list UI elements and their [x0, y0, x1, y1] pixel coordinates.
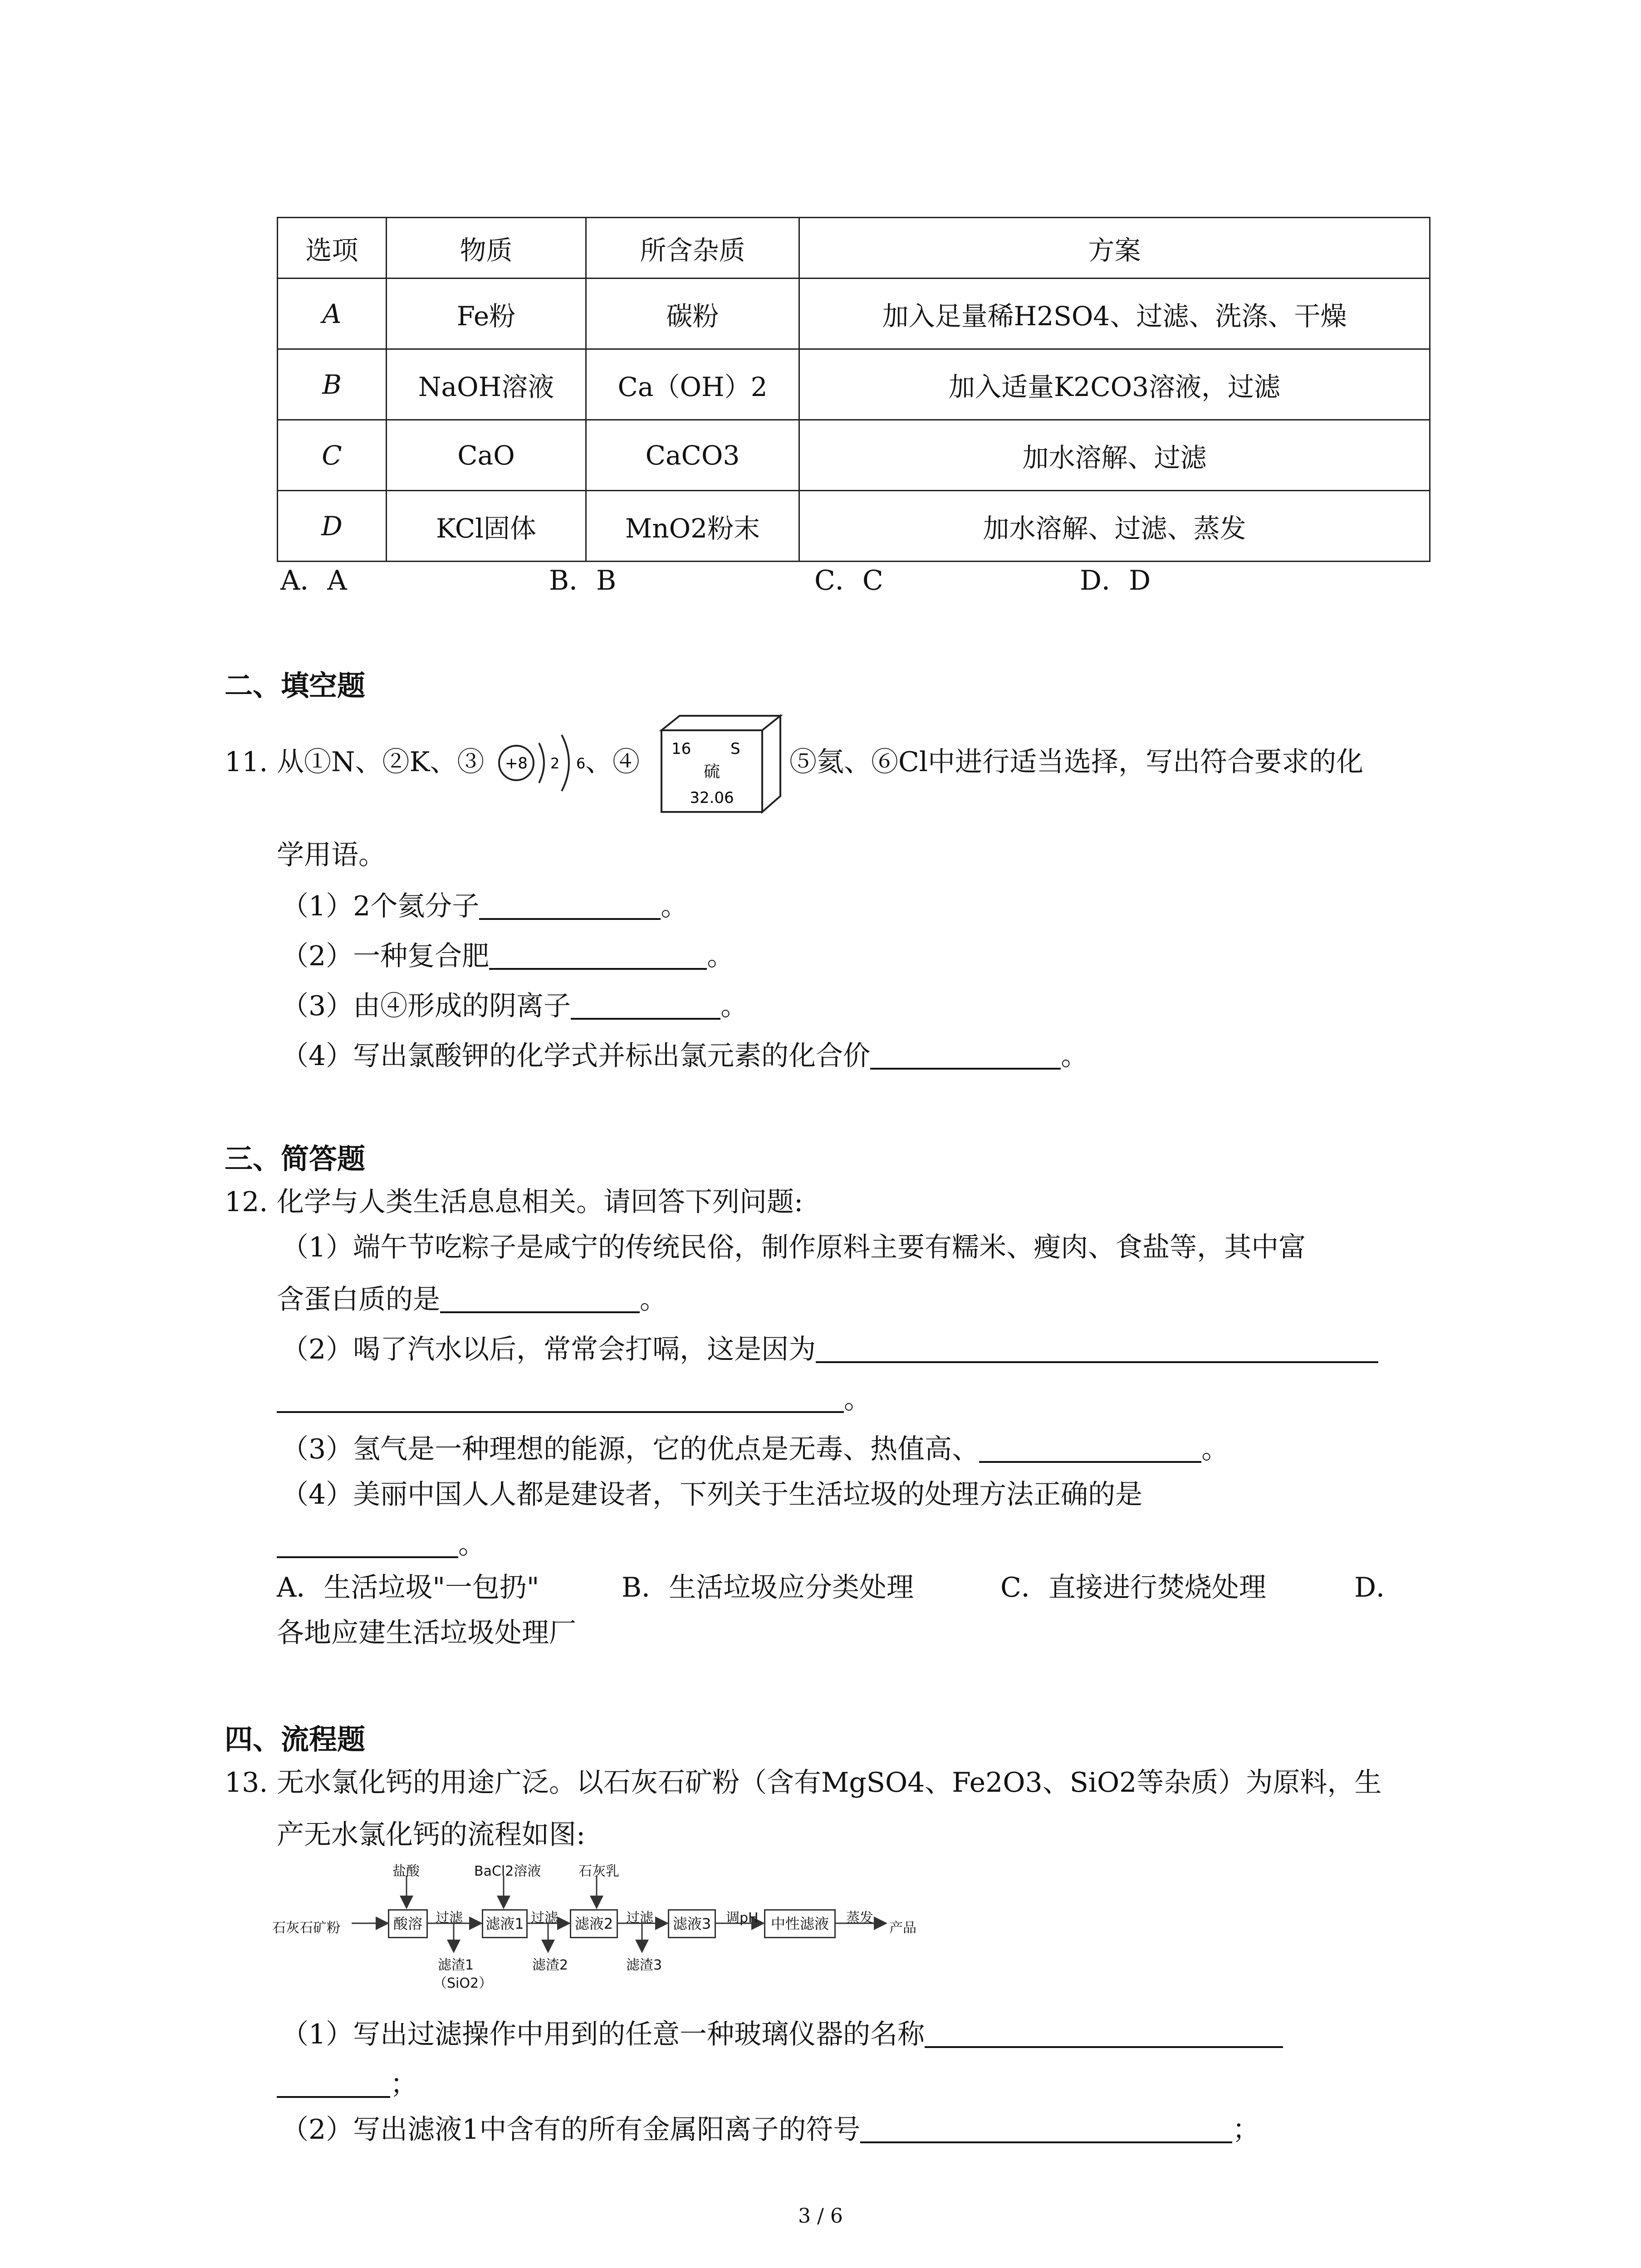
header-cell: 方案 — [799, 218, 1430, 279]
reagent-label: 盐酸 — [392, 1863, 420, 1879]
substance-cell: NaOH溶液 — [387, 349, 586, 420]
nucleus-charge: +8 — [505, 754, 528, 772]
q12-part-4: （4）美丽中国人人都是建设者，下列关于生活垃圾的处理方法正确的是 — [281, 1479, 1143, 1510]
question-number: 12. — [225, 1186, 268, 1218]
q11-intro-a: 从①N、②K、③ — [277, 746, 485, 778]
table-row — [278, 279, 1430, 349]
arrow-label: 过滤 — [436, 1910, 463, 1926]
page-number: 3 / 6 — [798, 2204, 843, 2228]
answer-blank[interactable] — [489, 944, 707, 970]
q11-separator: 、④ — [585, 746, 640, 778]
q12-part-1b-text: 含蛋白质的是 — [277, 1284, 440, 1315]
q11-part-4 — [281, 1042, 1088, 1070]
semicolon: ； — [1232, 2114, 1260, 2146]
q12-part-2 — [281, 1336, 1378, 1363]
section-title: 二、填空题 — [225, 669, 366, 702]
q13-part-2-text: （2）写出滤液1中含有的所有金属阳离子的符号 — [281, 2114, 861, 2146]
q12-option-d-text: 各地应建生活垃圾处理厂 — [277, 1617, 576, 1649]
option-cell: A — [278, 279, 387, 349]
substance-cell: Fe粉 — [387, 279, 586, 349]
plan-cell: 加水溶解、过滤、蒸发 — [799, 491, 1430, 562]
header-cell: 所含杂质 — [586, 218, 799, 279]
flow-start-label: 石灰石矿粉 — [272, 1920, 340, 1936]
period: 。 — [707, 940, 735, 972]
q11-part-2 — [281, 940, 735, 972]
answer-blank[interactable] — [816, 1338, 1378, 1363]
answer-blank[interactable] — [277, 2072, 390, 2098]
cube-side — [762, 716, 780, 812]
plan-cell: 加入足量稀H2SO4、过滤、洗涤、干燥 — [799, 279, 1430, 349]
section-title: 三、简答题 — [225, 1142, 366, 1175]
electron-shell-arc — [562, 735, 569, 791]
impurity-cell: MnO2粉末 — [586, 491, 799, 562]
q12-part-1b — [277, 1286, 667, 1313]
q12-option-c: C．直接进行焚烧处理 — [1000, 1572, 1266, 1603]
period: 。 — [844, 1383, 871, 1415]
flow-box: 滤液3 — [668, 1909, 716, 1938]
q12-intro: 化学与人类生活息息相关。请回答下列问题: — [277, 1186, 803, 1218]
q11-part-3 — [281, 992, 748, 1020]
q11-part-4-text: （4）写出氯酸钾的化学式并标出氯元素的化合价 — [281, 1040, 871, 1072]
q12-part-3 — [281, 1433, 1229, 1465]
residue-note: （SiO2） — [433, 1975, 493, 1991]
section-title: 四、流程题 — [225, 1723, 366, 1756]
question-number: 13. — [225, 1767, 268, 1799]
table-row — [278, 420, 1430, 491]
semicolon: ； — [390, 2068, 417, 2100]
period: 。 — [640, 1284, 667, 1315]
answer-blank[interactable] — [925, 2023, 1283, 2048]
answer-blank[interactable] — [479, 894, 661, 920]
element-mass: 32.06 — [690, 789, 734, 807]
reagent-label: BaCl2溶液 — [474, 1863, 541, 1879]
choice-a: A．A — [280, 565, 347, 596]
q12-option-b: B．生活垃圾应分类处理 — [622, 1572, 914, 1603]
option-cell: D — [278, 491, 387, 562]
period: 。 — [661, 890, 688, 922]
residue-label: 滤渣1 — [438, 1957, 474, 1973]
cube-top — [661, 716, 780, 730]
q11-part-2-text: （2）一种复合肥 — [281, 940, 490, 972]
residue-label: 滤渣3 — [626, 1957, 662, 1973]
shell-2-count: 6 — [576, 755, 586, 772]
electron-shell-arc — [539, 743, 544, 783]
q11-part-3-text: （3）由④形成的阴离子 — [281, 990, 571, 1022]
flow-box: 滤液1 — [482, 1909, 528, 1938]
period: 。 — [458, 1529, 485, 1560]
residue-label: 滤渣2 — [532, 1957, 568, 1973]
header-cell: 选项 — [278, 218, 387, 279]
substance-cell: CaO — [387, 420, 586, 491]
answer-blank[interactable] — [277, 1533, 458, 1558]
question-number: 11. — [225, 746, 268, 778]
impurity-cell: 碳粉 — [586, 279, 799, 349]
table-header-row — [278, 218, 1430, 279]
q12-option-a: A．生活垃圾"一包扔" — [277, 1572, 539, 1603]
header-cell: 物质 — [387, 218, 586, 279]
answer-blank[interactable] — [571, 994, 720, 1020]
q13-part-1-text: （1）写出过滤操作中用到的任意一种玻璃仪器的名称 — [281, 2019, 925, 2050]
impurity-cell: CaCO3 — [586, 420, 799, 491]
element-name: 硫 — [703, 763, 720, 781]
q13-intro-b: 产无水氯化钙的流程如图: — [277, 1819, 586, 1851]
q12-option-d: D． — [1354, 1572, 1404, 1603]
answer-blank[interactable] — [870, 1044, 1061, 1070]
answer-blank[interactable] — [277, 1388, 844, 1413]
q13-part-1-cont — [277, 2068, 417, 2100]
q13-part-1 — [281, 2021, 1283, 2048]
plan-cell: 加水溶解、过滤 — [799, 420, 1430, 491]
reagent-label: 石灰乳 — [578, 1863, 619, 1879]
answer-blank[interactable] — [440, 1288, 640, 1313]
q12-part-2-text: （2）喝了汽水以后，常常会打嗝，这是因为 — [281, 1334, 816, 1365]
answer-blank[interactable] — [979, 1437, 1201, 1463]
element-symbol: S — [730, 740, 740, 758]
arrow-label: 过滤 — [626, 1910, 653, 1926]
impurity-cell: Ca（OH）2 — [586, 349, 799, 420]
period: 。 — [1201, 1433, 1229, 1465]
element-cell-diagram — [658, 712, 789, 816]
element-number: 16 — [671, 740, 691, 758]
q12-part-4-answer — [277, 1531, 485, 1558]
flow-box: 中性滤液 — [764, 1909, 836, 1938]
table-row — [278, 349, 1430, 420]
plan-cell: 加入适量K2CO3溶液，过滤 — [799, 349, 1430, 420]
table-row — [278, 491, 1430, 562]
options-table — [277, 217, 1430, 562]
q11-intro-b: ⑤氦、⑥Cl中进行适当选择，写出符合要求的化 — [789, 746, 1364, 778]
q12-part-2-cont — [277, 1383, 871, 1415]
product-label: 产品 — [889, 1920, 916, 1936]
answer-blank[interactable] — [860, 2118, 1232, 2143]
substance-cell: KCl固体 — [387, 491, 586, 562]
q11-part-1-text: （1）2个氦分子 — [281, 890, 480, 922]
flow-box: 滤液2 — [570, 1909, 618, 1938]
choice-c: C．C — [814, 565, 883, 596]
arrow-label: 蒸发 — [846, 1910, 873, 1926]
arrow-label: 过滤 — [531, 1910, 558, 1926]
period: 。 — [720, 990, 748, 1022]
q11-intro-c: 学用语。 — [277, 839, 386, 871]
q11-part-1 — [281, 890, 688, 922]
shell-1-count: 2 — [550, 755, 560, 772]
choice-b: B．B — [549, 565, 617, 596]
flow-box: 酸溶 — [388, 1909, 428, 1938]
q12-part-3-text: （3）氢气是一种理想的能源，它的优点是无毒、热值高、 — [281, 1433, 980, 1465]
q13-intro-a: 无水氯化钙的用途广泛。以石灰石矿粉（含有MgSO4、Fe2O3、SiO2等杂质）为原料，生 — [277, 1767, 1382, 1799]
option-cell: C — [278, 420, 387, 491]
period: 。 — [1061, 1040, 1088, 1072]
choice-d: D．D — [1080, 565, 1151, 596]
process-flow-chart — [272, 1857, 953, 1994]
q12-part-1a: （1）端午节吃粽子是咸宁的传统民俗，制作原料主要有糯米、瘦肉、食盐等，其中富 — [281, 1232, 1306, 1263]
q13-part-2 — [281, 2114, 1260, 2146]
arrow-label: 调pH — [726, 1910, 759, 1926]
option-cell: B — [278, 349, 387, 420]
